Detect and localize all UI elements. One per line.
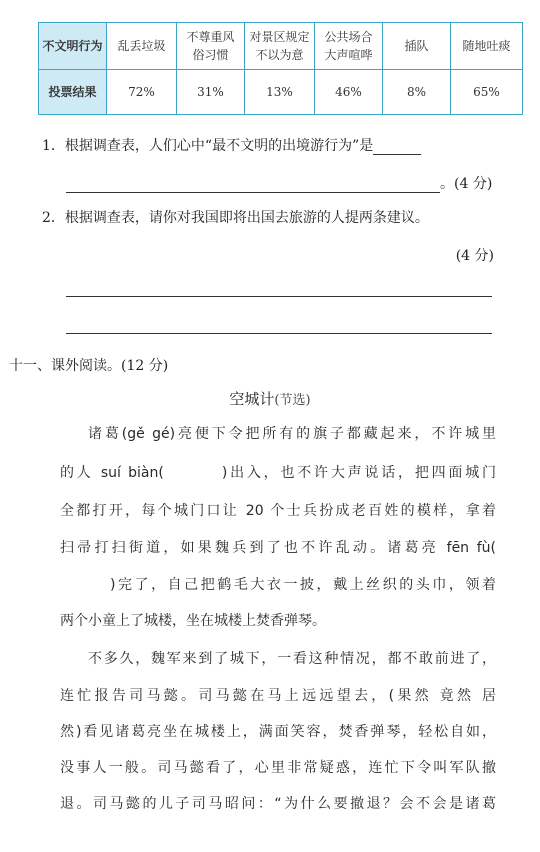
answer-line[interactable]: [66, 333, 492, 334]
passage-subtitle: (节选): [274, 393, 311, 408]
table-cell: 72%: [107, 70, 177, 115]
question-1: [42, 135, 421, 155]
table-cell: 插队: [383, 23, 451, 70]
passage-line: 连忙报告司马懿。司马懿在马上远远望去，(果然 竟然 居: [60, 688, 496, 704]
question-2-text: 2．根据调查表，请你对我国即将出国去旅游的人提两条建议。: [42, 210, 429, 226]
passage-line: 扫帚打扫街道，如果魏兵到了也不许乱动。诸葛亮 fēn fù(: [60, 540, 496, 556]
passage-line: 然)看见诸葛亮坐在城楼上，满面笑容，焚香弹琴，轻松自如，: [60, 724, 496, 740]
question-1-line2: [66, 173, 492, 193]
table-row: [39, 23, 523, 70]
passage-line: 两个小童上了城楼，坐在城楼上焚香弹琴。: [60, 613, 326, 629]
passage-line: 不多久，魏军来到了城下，一看这种情况，都不敢前进了，: [88, 651, 496, 667]
table-cell: 13%: [245, 70, 315, 115]
passage-title-text: 空城计: [229, 390, 275, 408]
passage-line-part: 的人 suí biàn(: [60, 465, 164, 481]
survey-table: [38, 22, 523, 115]
table-cell: 65%: [451, 70, 523, 115]
passage-line: 全都打开，每个城门口让 20 个士兵扮成老百姓的模样，拿着: [60, 503, 496, 519]
table-cell: 乱丢垃圾: [107, 23, 177, 70]
section-title: 十一、课外阅读。(12 分): [9, 358, 169, 374]
table-cell: 对景区规定 不以为意: [245, 23, 315, 70]
table-cell: 随地吐痰: [451, 23, 523, 70]
passage-line: [60, 462, 496, 482]
table-cell: 46%: [315, 70, 383, 115]
passage-line: 没事人一般。司马懿看了，心里非常疑惑，连忙下令叫军队撤: [60, 760, 496, 776]
question-2-score: (4 分): [455, 248, 494, 264]
question-1-text: 1．根据调查表，人们心中“最不文明的出境游行为”是: [42, 138, 374, 154]
passage-line: )完了，自己把鹤毛大衣一披，戴上丝织的头巾，领着: [110, 577, 496, 593]
answer-line[interactable]: [66, 296, 492, 297]
question-1-score: (4 分): [454, 176, 493, 192]
question-1-end: 。: [440, 176, 454, 192]
answer-blank[interactable]: [373, 138, 421, 155]
table-cell: 不尊重风 俗习惯: [177, 23, 245, 70]
answer-blank[interactable]: [66, 176, 440, 193]
table-header-cell: 投票结果: [39, 70, 107, 115]
passage-title: [0, 388, 540, 409]
table-row: [39, 70, 523, 115]
table-cell: 8%: [383, 70, 451, 115]
passage-line: 诸葛(gě gé)亮便下令把所有的旗子都藏起来，不许城里: [88, 426, 496, 442]
passage-line: 退。司马懿的儿子司马昭问：“为什么要撤退？会不会是诸葛: [60, 796, 496, 812]
passage-line-part: )出入，也不许大声说话，把四面城门: [221, 465, 496, 481]
table-header-cell: 不文明行为: [39, 23, 107, 70]
table-cell: 公共场合 大声喧哗: [315, 23, 383, 70]
table-cell: 31%: [177, 70, 245, 115]
